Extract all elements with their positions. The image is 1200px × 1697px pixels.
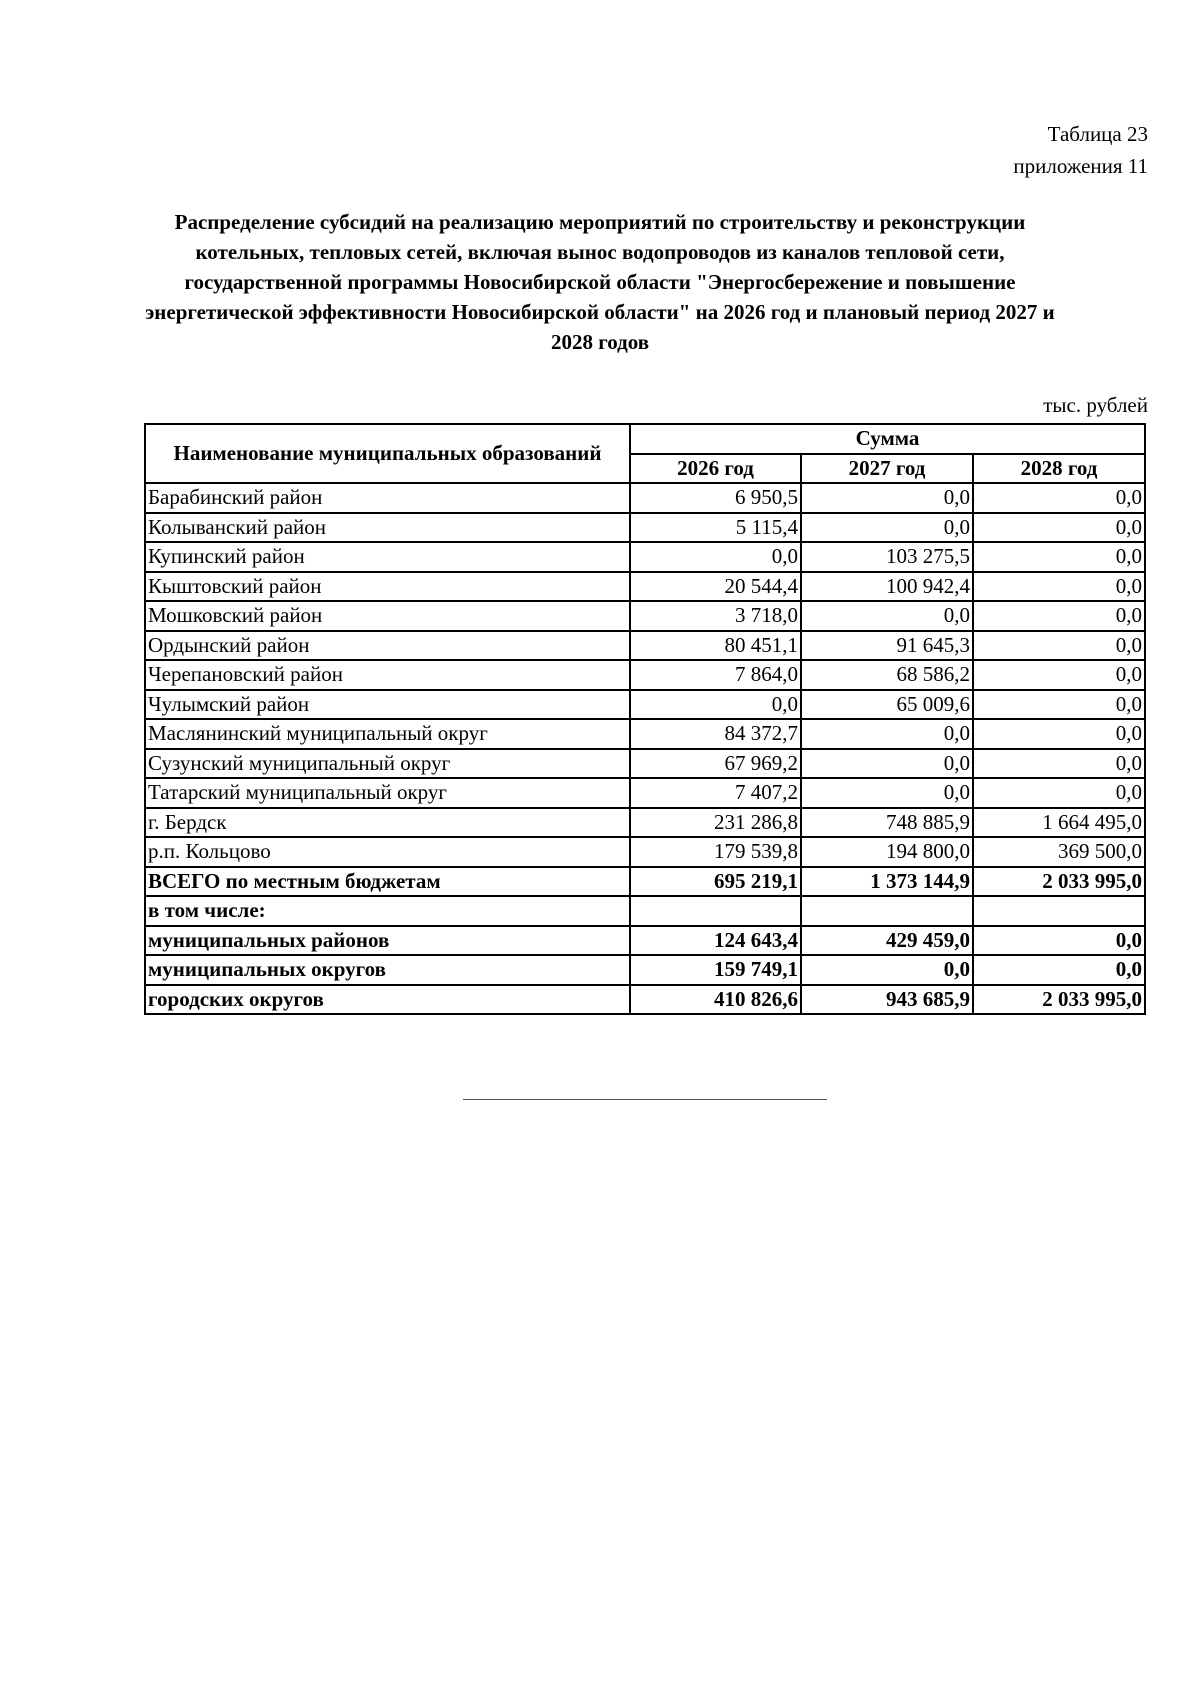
value-2027: 0,0 [801,778,973,808]
value-2027: 103 275,5 [801,542,973,572]
value-2026: 179 539,8 [630,837,801,867]
units-label: тыс. рублей [1043,393,1148,417]
municipality-name: Чулымский район [145,690,630,720]
document-title: Распределение субсидий на реализацию мероприятий по строительству и реконструкции котельных, тепловых сетей, включая вынос водопроводов из каналов тепловой сети, государственной программы Новосибирской области "Энергосбережение и повышение энергетической эффективности Новосибирской области" на 2026 год и плановый период 2027 и 2028 годов [145,210,1055,354]
column-header-sum: Сумма [630,424,1145,454]
municipality-name: Колыванский район [145,513,630,543]
value-2028: 0,0 [973,719,1145,749]
value-2028: 0,0 [973,660,1145,690]
subtotal-label: муниципальных районов [145,926,630,956]
subtotal-2027: 0,0 [801,955,973,985]
value-2026: 84 372,7 [630,719,801,749]
value-2027: 0,0 [801,749,973,779]
value-2028: 0,0 [973,513,1145,543]
municipality-name: Татарский муниципальный округ [145,778,630,808]
value-2028: 0,0 [973,542,1145,572]
subtotal-label: городских округов [145,985,630,1015]
value-2028: 0,0 [973,749,1145,779]
value-2026: 67 969,2 [630,749,801,779]
including-row [145,896,1145,926]
including-label: в том числе: [145,896,630,926]
total-row [145,867,1145,897]
column-header-name: Наименование муниципальных образований [145,424,630,483]
value-2027: 68 586,2 [801,660,973,690]
table-number: Таблица 23 [1047,122,1148,146]
subtotal-2027: 943 685,9 [801,985,973,1015]
value-2028: 0,0 [973,483,1145,513]
column-header-2027: 2027 год [801,454,973,484]
value-2028: 369 500,0 [973,837,1145,867]
table-row [145,542,1145,572]
subtotal-2027: 429 459,0 [801,926,973,956]
municipality-name: Мошковский район [145,601,630,631]
municipality-name: р.п. Кольцово [145,837,630,867]
value-2028: 0,0 [973,690,1145,720]
table-row [145,837,1145,867]
table-row [145,572,1145,602]
value-2026: 3 718,0 [630,601,801,631]
table-row [145,778,1145,808]
value-2027: 0,0 [801,719,973,749]
value-2028: 0,0 [973,572,1145,602]
table-row [145,513,1145,543]
value-2026: 7 864,0 [630,660,801,690]
municipality-name: Черепановский район [145,660,630,690]
subtotal-2026: 124 643,4 [630,926,801,956]
subtotal-label: муниципальных округов [145,955,630,985]
value-2026: 0,0 [630,542,801,572]
total-2026: 695 219,1 [630,867,801,897]
value-2027: 748 885,9 [801,808,973,838]
subtotal-2028: 0,0 [973,926,1145,956]
total-label: ВСЕГО по местным бюджетам [145,867,630,897]
value-2026: 0,0 [630,690,801,720]
subsidy-table [144,423,1146,1015]
value-2027: 0,0 [801,483,973,513]
subtotal-row [145,955,1145,985]
value-2027: 194 800,0 [801,837,973,867]
table-row [145,749,1145,779]
subtotal-2028: 2 033 995,0 [973,985,1145,1015]
value-2026: 80 451,1 [630,631,801,661]
value-2028: 1 664 495,0 [973,808,1145,838]
municipality-name: Маслянинский муниципальный округ [145,719,630,749]
value-2027: 100 942,4 [801,572,973,602]
subtotal-row [145,926,1145,956]
table-row [145,660,1145,690]
table-row [145,483,1145,513]
subtotal-2028: 0,0 [973,955,1145,985]
empty-cell [801,896,973,926]
value-2026: 6 950,5 [630,483,801,513]
table-row [145,690,1145,720]
value-2027: 91 645,3 [801,631,973,661]
table-row [145,601,1145,631]
subtotal-2026: 159 749,1 [630,955,801,985]
value-2026: 5 115,4 [630,513,801,543]
table-row [145,719,1145,749]
value-2028: 0,0 [973,631,1145,661]
municipality-name: Кыштовский район [145,572,630,602]
municipality-name: г. Бердск [145,808,630,838]
subtotal-2026: 410 826,6 [630,985,801,1015]
value-2027: 65 009,6 [801,690,973,720]
column-header-2028: 2028 год [973,454,1145,484]
appendix-number: приложения 11 [1013,154,1148,178]
total-2027: 1 373 144,9 [801,867,973,897]
empty-cell [630,896,801,926]
end-divider [463,1099,827,1100]
table-row [145,631,1145,661]
subtotal-row [145,985,1145,1015]
value-2026: 231 286,8 [630,808,801,838]
municipality-name: Ордынский район [145,631,630,661]
municipality-name: Купинский район [145,542,630,572]
municipality-name: Барабинский район [145,483,630,513]
empty-cell [973,896,1145,926]
value-2028: 0,0 [973,601,1145,631]
municipality-name: Сузунский муниципальный округ [145,749,630,779]
total-2028: 2 033 995,0 [973,867,1145,897]
value-2027: 0,0 [801,513,973,543]
value-2026: 20 544,4 [630,572,801,602]
value-2026: 7 407,2 [630,778,801,808]
column-header-2026: 2026 год [630,454,801,484]
table-row [145,808,1145,838]
value-2028: 0,0 [973,778,1145,808]
value-2027: 0,0 [801,601,973,631]
table-reference [1013,118,1148,182]
